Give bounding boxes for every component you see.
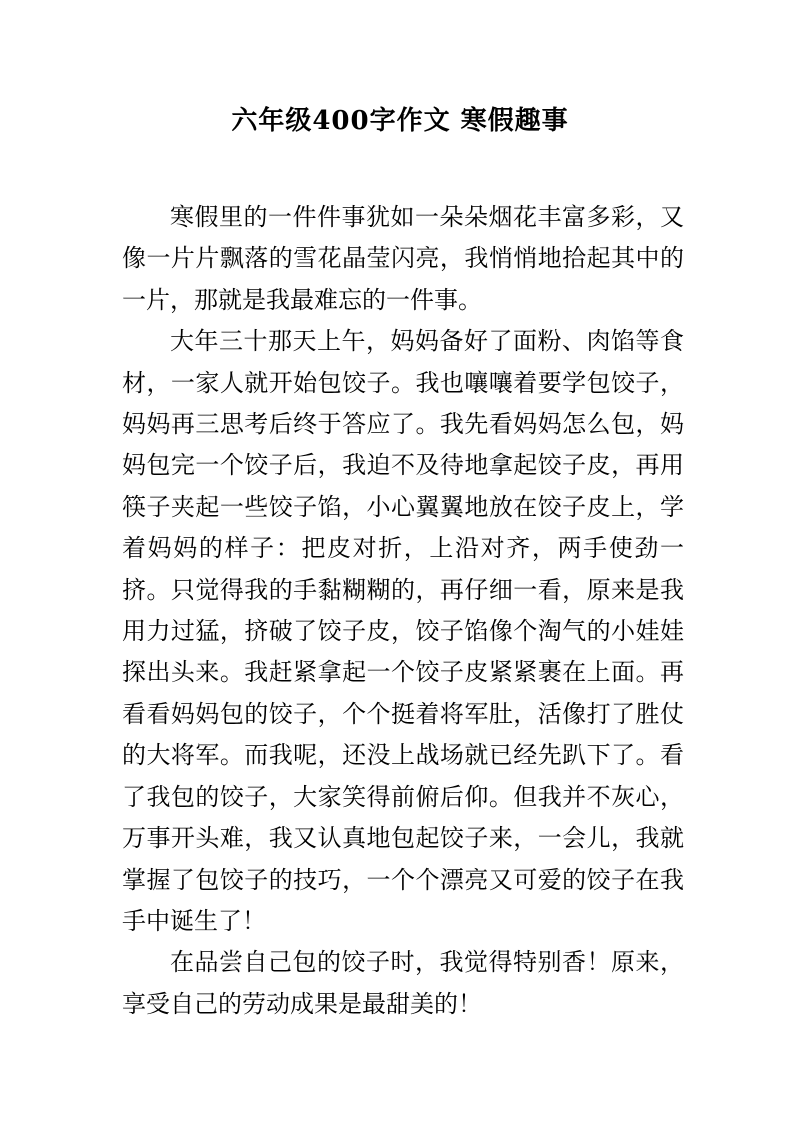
document-title: 六年级400字作文 寒假趣事	[231, 106, 569, 136]
paragraph-3: 在品尝自己包的饺子时，我觉得特别香！原来，享受自己的劳动成果是最甜美的！	[122, 948, 684, 1018]
paragraph-1: 寒假里的一件件事犹如一朵朵烟花丰富多彩，又像一片片飘落的雪花晶莹闪亮，我悄悄地拾起其中的一片，那就是我最难忘的一件事。	[122, 203, 684, 314]
paragraph-2: 大年三十那天上午，妈妈备好了面粉、肉馅等食材，一家人就开始包饺子。我也嚷嚷着要学包饺子，妈妈再三思考后终于答应了。我先看妈妈怎么包，妈妈包完一个饺子后，我迫不及待地拿起饺子皮，再用筷子夹起一些饺子馅，小心翼翼地放在饺子皮上，学着妈妈的样子：把皮对折，上沿对齐，两手使劲一挤。只觉得我的手黏糊糊的，再仔细一看，原来是我用力过猛，挤破了饺子皮，饺子馅像个淘气的小娃娃探出头来。我赶紧拿起一个饺子皮紧紧裹在上面。再看看妈妈包的饺子，个个挺着将军肚，活像打了胜仗的大将军。而我呢，还没上战场就已经先趴下了。看了我包的饺子，大家笑得前俯后仰。但我并不灰心，万事开头难，我又认真地包起饺子来，一会儿，我就掌握了包饺子的技巧，一个个漂亮又可爱的饺子在我手中诞生了！	[122, 327, 684, 935]
document-body	[122, 197, 684, 1025]
